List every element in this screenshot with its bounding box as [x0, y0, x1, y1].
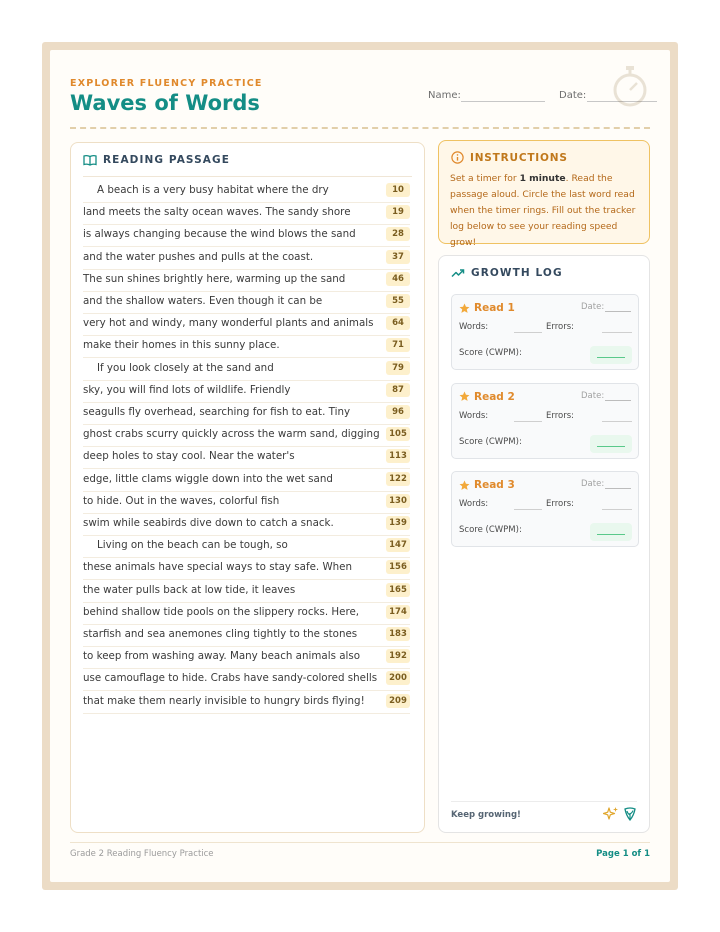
- passage-line-text[interactable]: ghost crabs scurry quickly across the warm sand, digging: [83, 428, 380, 441]
- passage-line[interactable]: [83, 447, 410, 469]
- passage-line-text[interactable]: to keep from washing away. Many beach animals also: [83, 650, 361, 663]
- trending-up-icon: [451, 268, 465, 278]
- passage-line[interactable]: [83, 181, 410, 203]
- word-count-badge: 79: [386, 361, 410, 375]
- read-date-field[interactable]: [605, 311, 631, 312]
- words-label: Words:: [459, 499, 489, 509]
- passage-line[interactable]: [83, 314, 410, 336]
- errors-field[interactable]: [602, 421, 632, 422]
- passage-line[interactable]: [83, 669, 410, 691]
- word-count-badge: 209: [386, 694, 410, 708]
- passage-line[interactable]: [83, 647, 410, 669]
- passage-line-text[interactable]: land meets the salty ocean waves. The sandy shore: [83, 206, 351, 219]
- word-count-badge: 130: [386, 494, 410, 508]
- growth-log-heading-label: GROWTH LOG: [471, 267, 563, 279]
- passage-line[interactable]: [83, 381, 410, 403]
- word-count-badge: 37: [386, 250, 410, 264]
- word-count-badge: 113: [386, 449, 410, 463]
- passage-line-text[interactable]: that make them nearly invisible to hungry birds flying!: [83, 694, 365, 707]
- passage-heading-label: READING PASSAGE: [103, 154, 230, 166]
- score-field[interactable]: [590, 346, 632, 364]
- eyebrow-label: EXPLORER FLUENCY PRACTICE: [70, 78, 263, 89]
- passage-line-text[interactable]: the water pulls back at low tide, it leaves: [83, 583, 296, 596]
- passage-line[interactable]: [83, 514, 410, 536]
- page-frame: [42, 42, 678, 890]
- passage-line-text[interactable]: these animals have special ways to stay safe. When: [83, 561, 353, 574]
- word-count-badge: 28: [386, 227, 410, 241]
- passage-line-text[interactable]: swim while seabirds dive down to catch a snack.: [83, 517, 334, 529]
- word-count-badge: 183: [386, 627, 410, 641]
- errors-field[interactable]: [602, 509, 632, 510]
- word-count-badge: 46: [386, 272, 410, 286]
- word-count-badge: 19: [386, 205, 410, 219]
- read-title: [459, 302, 515, 314]
- word-count-badge: 122: [386, 472, 410, 486]
- word-count-badge: 200: [386, 671, 410, 685]
- score-label: Score (CWPM):: [459, 525, 522, 535]
- instructions-card: [438, 140, 650, 248]
- passage-line-text[interactable]: to hide. Out in the waves, colorful fish: [83, 494, 280, 507]
- passage-line-text[interactable]: The sun shines brightly here, warming up the sand: [83, 272, 346, 285]
- passage-line-text[interactable]: use camouflage to hide. Crabs have sandy-colored shells: [83, 672, 378, 685]
- instructions-heading: [451, 151, 568, 164]
- passage-line[interactable]: [83, 203, 410, 225]
- errors-label: Errors:: [546, 499, 575, 509]
- passage-line-text[interactable]: deep holes to stay cool. Near the water's: [83, 450, 295, 463]
- date-label: Date:: [559, 90, 587, 101]
- words-field[interactable]: [514, 509, 542, 510]
- passage-line[interactable]: [83, 225, 410, 247]
- score-field[interactable]: [590, 523, 632, 541]
- header-divider: [70, 127, 650, 129]
- read-title-label: Read 1: [474, 302, 515, 314]
- score-label: Score (CWPM):: [459, 348, 522, 358]
- passage-line[interactable]: [83, 492, 410, 514]
- read-title-label: Read 2: [474, 390, 515, 403]
- read-log-entry: [451, 471, 639, 547]
- star-icon: [459, 391, 470, 402]
- passage-line-text[interactable]: starfish and sea anemones cling tightly to the stones: [83, 628, 358, 640]
- passage-line-text[interactable]: make their homes in this sunny place.: [83, 339, 280, 352]
- instructions-text-before: Set a timer for: [450, 173, 520, 184]
- passage-line-text[interactable]: Living on the beach can be tough, so: [97, 539, 288, 552]
- read-date-field[interactable]: [605, 488, 631, 489]
- instructions-heading-label: INSTRUCTIONS: [470, 151, 568, 164]
- passage-line-text[interactable]: A beach is a very busy habitat where the dry: [97, 184, 329, 196]
- passage-line[interactable]: [83, 536, 410, 558]
- passage-line[interactable]: [83, 692, 410, 714]
- star-icon: [459, 480, 470, 491]
- word-count-badge: 192: [386, 649, 410, 663]
- word-count-badge: 174: [386, 605, 410, 619]
- passage-line-text[interactable]: edge, little clams wiggle down into the wet sand: [83, 472, 333, 485]
- word-count-badge: 10: [386, 183, 410, 197]
- passage-line[interactable]: [83, 625, 410, 647]
- words-label: Words:: [459, 322, 489, 332]
- passage-line[interactable]: [83, 248, 410, 270]
- read-title-label: Read 3: [474, 479, 515, 491]
- passage-heading-divider: [83, 176, 412, 177]
- passage-line-text[interactable]: and the water pushes and pulls at the coast.: [83, 250, 314, 263]
- word-count-badge: 64: [386, 316, 410, 330]
- word-count-badge: 165: [386, 583, 410, 597]
- reading-passage-card: [70, 142, 425, 833]
- keep-growing-icons: [603, 806, 638, 822]
- read-title: [459, 391, 515, 403]
- passage-line-text[interactable]: If you look closely at the sand and: [97, 361, 274, 374]
- passage-line-text[interactable]: behind shallow tide pools on the slippery rocks. Here,: [83, 605, 360, 618]
- info-icon: [451, 151, 464, 164]
- sprout-icon: [622, 806, 638, 822]
- worksheet-page: [50, 50, 670, 882]
- instructions-text-after: . Read the passage aloud. Circle the last word read when the timer rings. Fill out the tracker log below to see your reading speed grow!: [450, 173, 636, 248]
- errors-label: Errors:: [546, 410, 575, 421]
- name-field[interactable]: [461, 101, 545, 102]
- errors-label: Errors:: [546, 322, 575, 332]
- passage-line[interactable]: [83, 403, 410, 425]
- footer-divider: [70, 842, 650, 843]
- growth-log-card: [438, 255, 650, 833]
- word-count-badge: 105: [386, 427, 410, 441]
- passage-line-text[interactable]: is always changing because the wind blows the sand: [83, 228, 356, 241]
- footer-page-number: Page 1 of 1: [596, 849, 650, 859]
- read-log-entry: [451, 294, 639, 370]
- words-field[interactable]: [514, 332, 542, 333]
- open-book-icon: [83, 154, 97, 166]
- passage-line[interactable]: [83, 558, 410, 580]
- read-date-field[interactable]: [605, 400, 631, 401]
- growth-log-heading: [451, 267, 563, 279]
- stopwatch-icon: [610, 64, 650, 108]
- read-date-label: Date:: [581, 390, 605, 401]
- words-field[interactable]: [514, 421, 542, 422]
- keep-growing-text: Keep growing!: [451, 810, 521, 820]
- read-date-label: Date:: [581, 302, 605, 312]
- word-count-badge: 139: [386, 516, 410, 530]
- score-label: Score (CWPM):: [459, 436, 522, 447]
- passage-line[interactable]: [83, 425, 410, 447]
- word-count-badge: 147: [386, 538, 410, 552]
- passage-line-text[interactable]: sky, you will find lots of wildlife. Friendly: [83, 383, 291, 396]
- sparkles-icon: [603, 806, 619, 822]
- footer-course-label: Grade 2 Reading Fluency Practice: [70, 849, 214, 859]
- read-title: [459, 479, 515, 491]
- passage-line-text[interactable]: and the shallow waters. Even though it can be: [83, 295, 323, 307]
- word-count-badge: 96: [386, 405, 410, 419]
- word-count-badge: 156: [386, 560, 410, 574]
- passage-line[interactable]: [83, 270, 410, 292]
- star-icon: [459, 303, 470, 314]
- passage-line[interactable]: [83, 581, 410, 603]
- passage-line[interactable]: [83, 603, 410, 625]
- word-count-badge: 55: [386, 294, 410, 308]
- page-title: Waves of Words: [70, 91, 260, 115]
- passage-line[interactable]: [83, 359, 410, 381]
- passage-line[interactable]: [83, 292, 410, 314]
- passage-line-text[interactable]: very hot and windy, many wonderful plants and animals: [83, 317, 374, 330]
- read-date-label: Date:: [581, 479, 605, 489]
- passage-line-text[interactable]: seagulls fly overhead, searching for fish to eat. Tiny: [83, 406, 351, 418]
- score-field[interactable]: [590, 435, 632, 453]
- passage-heading: [83, 154, 230, 166]
- instructions-text: [450, 171, 644, 251]
- name-label: Name:: [428, 90, 461, 101]
- growth-log-divider: [451, 801, 637, 802]
- words-label: Words:: [459, 410, 489, 421]
- read-log-entry: [451, 383, 639, 459]
- errors-field[interactable]: [602, 332, 632, 333]
- word-count-badge: 87: [386, 383, 410, 397]
- passage-line[interactable]: [83, 336, 410, 358]
- word-count-badge: 71: [386, 338, 410, 352]
- passage-line[interactable]: [83, 470, 410, 492]
- instructions-emphasis: 1 minute: [519, 173, 566, 184]
